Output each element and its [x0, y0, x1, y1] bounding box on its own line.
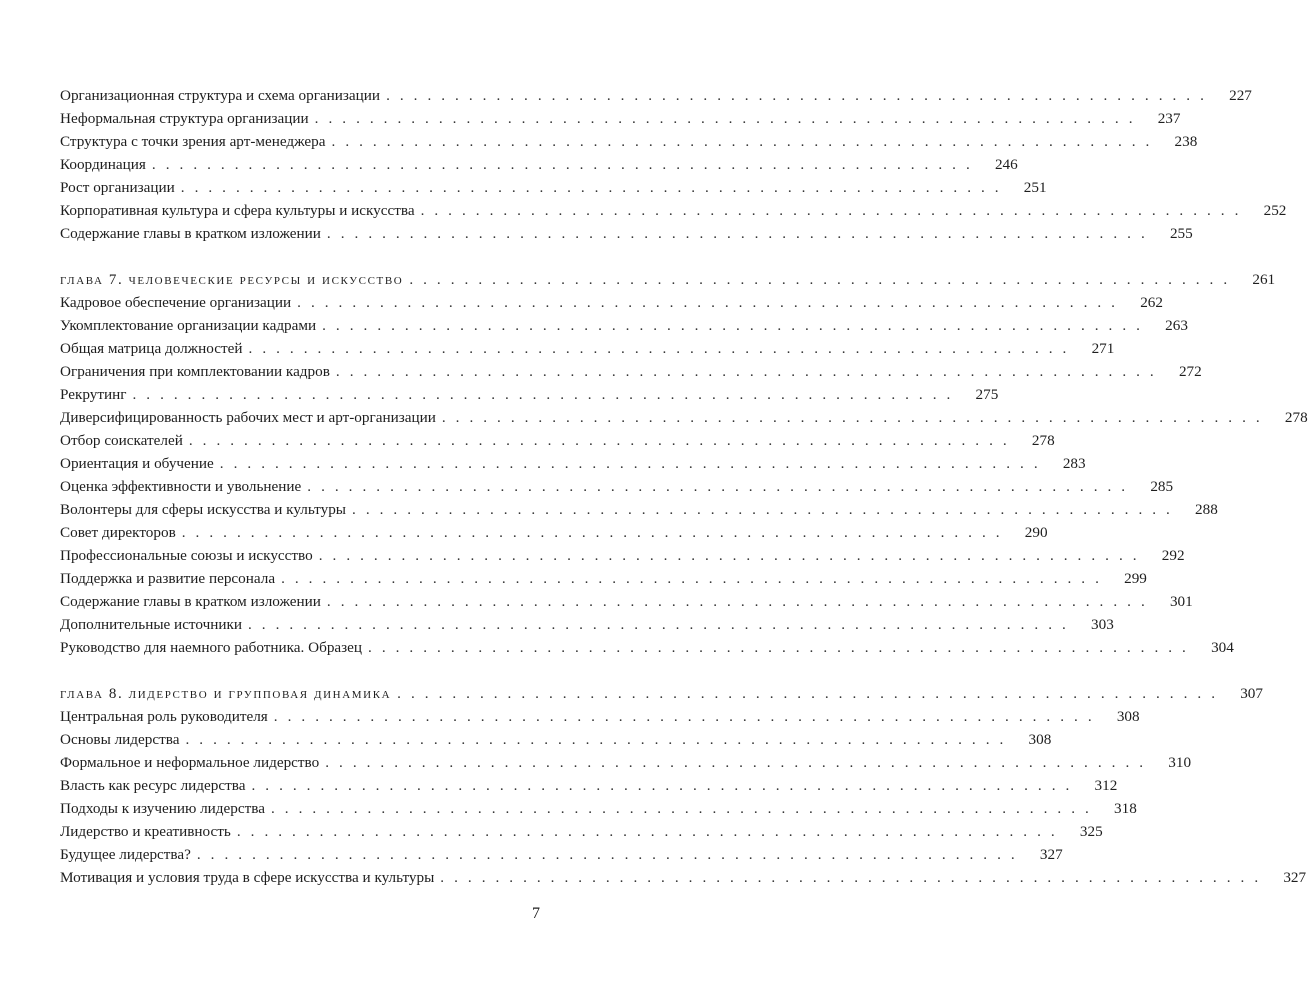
- toc-entry[interactable]: [60, 314, 1188, 337]
- toc-entry[interactable]: [60, 360, 1202, 383]
- toc-entry-page: 275: [975, 386, 999, 403]
- toc-chapter-heading[interactable]: [60, 268, 1276, 291]
- toc-entry-page: 251: [1023, 179, 1047, 196]
- toc-entry-page: 252: [1263, 202, 1287, 219]
- dot-leader: ............................................................: [326, 225, 1155, 242]
- toc-entry-title: Лидерство и креативность: [60, 823, 231, 840]
- toc-entry[interactable]: [60, 820, 1103, 843]
- toc-entry-title: Дополнительные источники: [60, 616, 242, 633]
- toc-entry[interactable]: [60, 84, 1252, 107]
- toc-entry-title: Центральная роль руководителя: [60, 708, 268, 725]
- toc-entry[interactable]: [60, 498, 1218, 521]
- toc-entry[interactable]: [60, 130, 1198, 153]
- toc-entry-page: 246: [994, 156, 1018, 173]
- toc-entry-page: 272: [1178, 363, 1202, 380]
- dot-leader: ............................................................: [180, 179, 1009, 196]
- toc-entry-title: Диверсифицированность рабочих мест и арт-организации: [60, 409, 436, 426]
- toc-entry-title: Власть как ресурс лидерства: [60, 777, 246, 794]
- toc-entry-page: 278: [1284, 409, 1308, 426]
- dot-leader: ............................................................: [352, 501, 1180, 518]
- toc-entry[interactable]: [60, 751, 1192, 774]
- toc-entry[interactable]: [60, 199, 1287, 222]
- toc-entry-title: Профессиональные союзы и искусство: [60, 547, 313, 564]
- toc-entry[interactable]: [60, 222, 1193, 245]
- toc-entry-page: 237: [1157, 110, 1181, 127]
- dot-leader: ............................................................: [281, 570, 1109, 587]
- toc-entry-title: Мотивация и условия труда в сфере искусства и культуры: [60, 869, 435, 886]
- section-gap: [60, 245, 540, 268]
- toc-entry[interactable]: [60, 429, 1055, 452]
- toc-entry-title: Формальное и неформальное лидерство: [60, 754, 320, 771]
- toc-entry-page: 262: [1140, 294, 1163, 311]
- dot-leader: ............................................................: [248, 340, 1077, 357]
- dot-leader: ............................................................: [132, 386, 961, 403]
- dot-leader: ............................................................: [151, 156, 980, 173]
- toc-entry-page: 261: [1252, 271, 1276, 288]
- toc-entry-title: Совет директоров: [60, 524, 176, 541]
- toc-entry-title: Волонтеры для сферы искусства и культуры: [60, 501, 347, 518]
- dot-leader: ............................................................: [270, 800, 1099, 817]
- toc-entry-page: 299: [1124, 570, 1147, 587]
- toc-entry[interactable]: [60, 774, 1118, 797]
- dot-leader: ............................................................: [297, 294, 1125, 311]
- toc-entry-title: Ориентация и обучение: [60, 455, 214, 472]
- toc-entry[interactable]: [60, 521, 1048, 544]
- dot-leader: ............................................................: [335, 363, 1164, 380]
- toc-entry[interactable]: [60, 866, 1307, 889]
- toc-entry-title: Рост организации: [60, 179, 175, 196]
- toc-entry-title: Ограничения при комплектовании кадров: [60, 363, 330, 380]
- toc-entry-title: Рекрутинг: [60, 386, 127, 403]
- toc-entry-title: Руководство для наемного работника. Образец: [60, 639, 363, 656]
- dot-leader: ............................................................: [251, 777, 1080, 794]
- dot-leader: ............................................................: [440, 869, 1269, 886]
- toc-entry[interactable]: [60, 383, 999, 406]
- toc-entry-page: 325: [1079, 823, 1103, 840]
- toc-entry-title: Кадровое обеспечение организации: [60, 294, 292, 311]
- dot-leader: ............................................................: [409, 271, 1238, 288]
- toc-entry-page: 292: [1161, 547, 1185, 564]
- toc-entry-page: 307: [1240, 685, 1263, 702]
- toc-entry-page: 327: [1039, 846, 1063, 863]
- toc-entry[interactable]: [60, 176, 1047, 199]
- dot-leader: ............................................................: [236, 823, 1065, 840]
- toc-entry-title: Содержание главы в кратком изложении: [60, 593, 321, 610]
- toc-entry-page: 255: [1169, 225, 1193, 242]
- dot-leader: ............................................................: [181, 524, 1010, 541]
- toc-entry-title: Отбор соискателей: [60, 432, 183, 449]
- page-number: 7: [532, 905, 540, 922]
- toc-entry[interactable]: [60, 636, 1234, 659]
- toc-entry[interactable]: [60, 843, 1063, 866]
- toc-entry-title: Организационная структура и схема организации: [60, 87, 381, 104]
- dot-leader: ............................................................: [322, 317, 1150, 334]
- toc-entry[interactable]: [60, 406, 1308, 429]
- dot-leader: ............................................................: [368, 639, 1196, 656]
- toc-entry[interactable]: [60, 291, 1163, 314]
- table-of-contents: [60, 84, 1308, 889]
- toc-entry[interactable]: [60, 613, 1114, 636]
- toc-entry[interactable]: [60, 452, 1086, 475]
- toc-entry-title: Неформальная структура организации: [60, 110, 309, 127]
- toc-entry[interactable]: [60, 153, 1018, 176]
- dot-leader: ............................................................: [247, 616, 1076, 633]
- toc-entry[interactable]: [60, 107, 1181, 130]
- toc-entry[interactable]: [60, 475, 1174, 498]
- toc-entry-title: Содержание главы в кратком изложении: [60, 225, 321, 242]
- toc-entry-title: Поддержка и развитие персонала: [60, 570, 276, 587]
- dot-leader: ............................................................: [196, 846, 1025, 863]
- toc-entry-page: 238: [1174, 133, 1198, 150]
- toc-entry[interactable]: [60, 705, 1140, 728]
- toc-entry[interactable]: [60, 797, 1137, 820]
- toc-entry[interactable]: [60, 337, 1115, 360]
- toc-entry-title: глава 8. лидерство и групповая динамика: [60, 686, 392, 702]
- toc-entry[interactable]: [60, 567, 1147, 590]
- dot-leader: ............................................................: [219, 455, 1048, 472]
- dot-leader: ............................................................: [386, 87, 1214, 104]
- dot-leader: ............................................................: [331, 133, 1160, 150]
- toc-entry-page: 290: [1024, 524, 1048, 541]
- toc-entry-title: Оценка эффективности и увольнение: [60, 478, 302, 495]
- toc-entry-title: Общая матрица должностей: [60, 340, 243, 357]
- dot-leader: ............................................................: [188, 432, 1017, 449]
- dot-leader: ............................................................: [420, 202, 1249, 219]
- toc-entry-page: 312: [1094, 777, 1118, 794]
- toc-entry-title: глава 7. человеческие ресурсы и искусство: [60, 272, 404, 288]
- toc-entry-page: 318: [1114, 800, 1137, 817]
- dot-leader: ............................................................: [325, 754, 1154, 771]
- toc-entry-page: 308: [1028, 731, 1052, 748]
- toc-entry-title: Корпоративная культура и сфера культуры и искусства: [60, 202, 415, 219]
- toc-entry[interactable]: [60, 544, 1185, 567]
- toc-entry-title: Укомплектование организации кадрами: [60, 317, 317, 334]
- toc-entry-page: 227: [1229, 87, 1252, 104]
- section-gap: [60, 659, 540, 682]
- dot-leader: ............................................................: [397, 685, 1225, 702]
- toc-entry-page: 327: [1283, 869, 1307, 886]
- toc-entry-page: 283: [1062, 455, 1086, 472]
- dot-leader: ............................................................: [326, 593, 1155, 610]
- toc-entry-page: 271: [1091, 340, 1115, 357]
- toc-entry-page: 301: [1169, 593, 1193, 610]
- toc-entry-title: Координация: [60, 156, 146, 173]
- toc-entry[interactable]: [60, 590, 1193, 613]
- dot-leader: ............................................................: [314, 110, 1143, 127]
- dot-leader: ............................................................: [273, 708, 1102, 725]
- toc-entry[interactable]: [60, 728, 1052, 751]
- toc-entry-title: Будущее лидерства?: [60, 846, 191, 863]
- toc-entry-page: 263: [1165, 317, 1188, 334]
- toc-chapter-heading[interactable]: [60, 682, 1263, 705]
- dot-leader: ............................................................: [318, 547, 1147, 564]
- toc-entry-page: 303: [1091, 616, 1114, 633]
- toc-entry-title: Основы лидерства: [60, 731, 180, 748]
- toc-entry-page: 310: [1168, 754, 1192, 771]
- toc-entry-page: 285: [1150, 478, 1174, 495]
- dot-leader: ............................................................: [307, 478, 1136, 495]
- toc-entry-title: Подходы к изучению лидерства: [60, 800, 265, 817]
- toc-entry-page: 278: [1031, 432, 1055, 449]
- dot-leader: ............................................................: [441, 409, 1270, 426]
- dot-leader: ............................................................: [185, 731, 1014, 748]
- toc-entry-page: 288: [1195, 501, 1218, 518]
- toc-entry-title: Структура с точки зрения арт-менеджера: [60, 133, 326, 150]
- toc-entry-page: 304: [1211, 639, 1234, 656]
- toc-entry-page: 308: [1116, 708, 1140, 725]
